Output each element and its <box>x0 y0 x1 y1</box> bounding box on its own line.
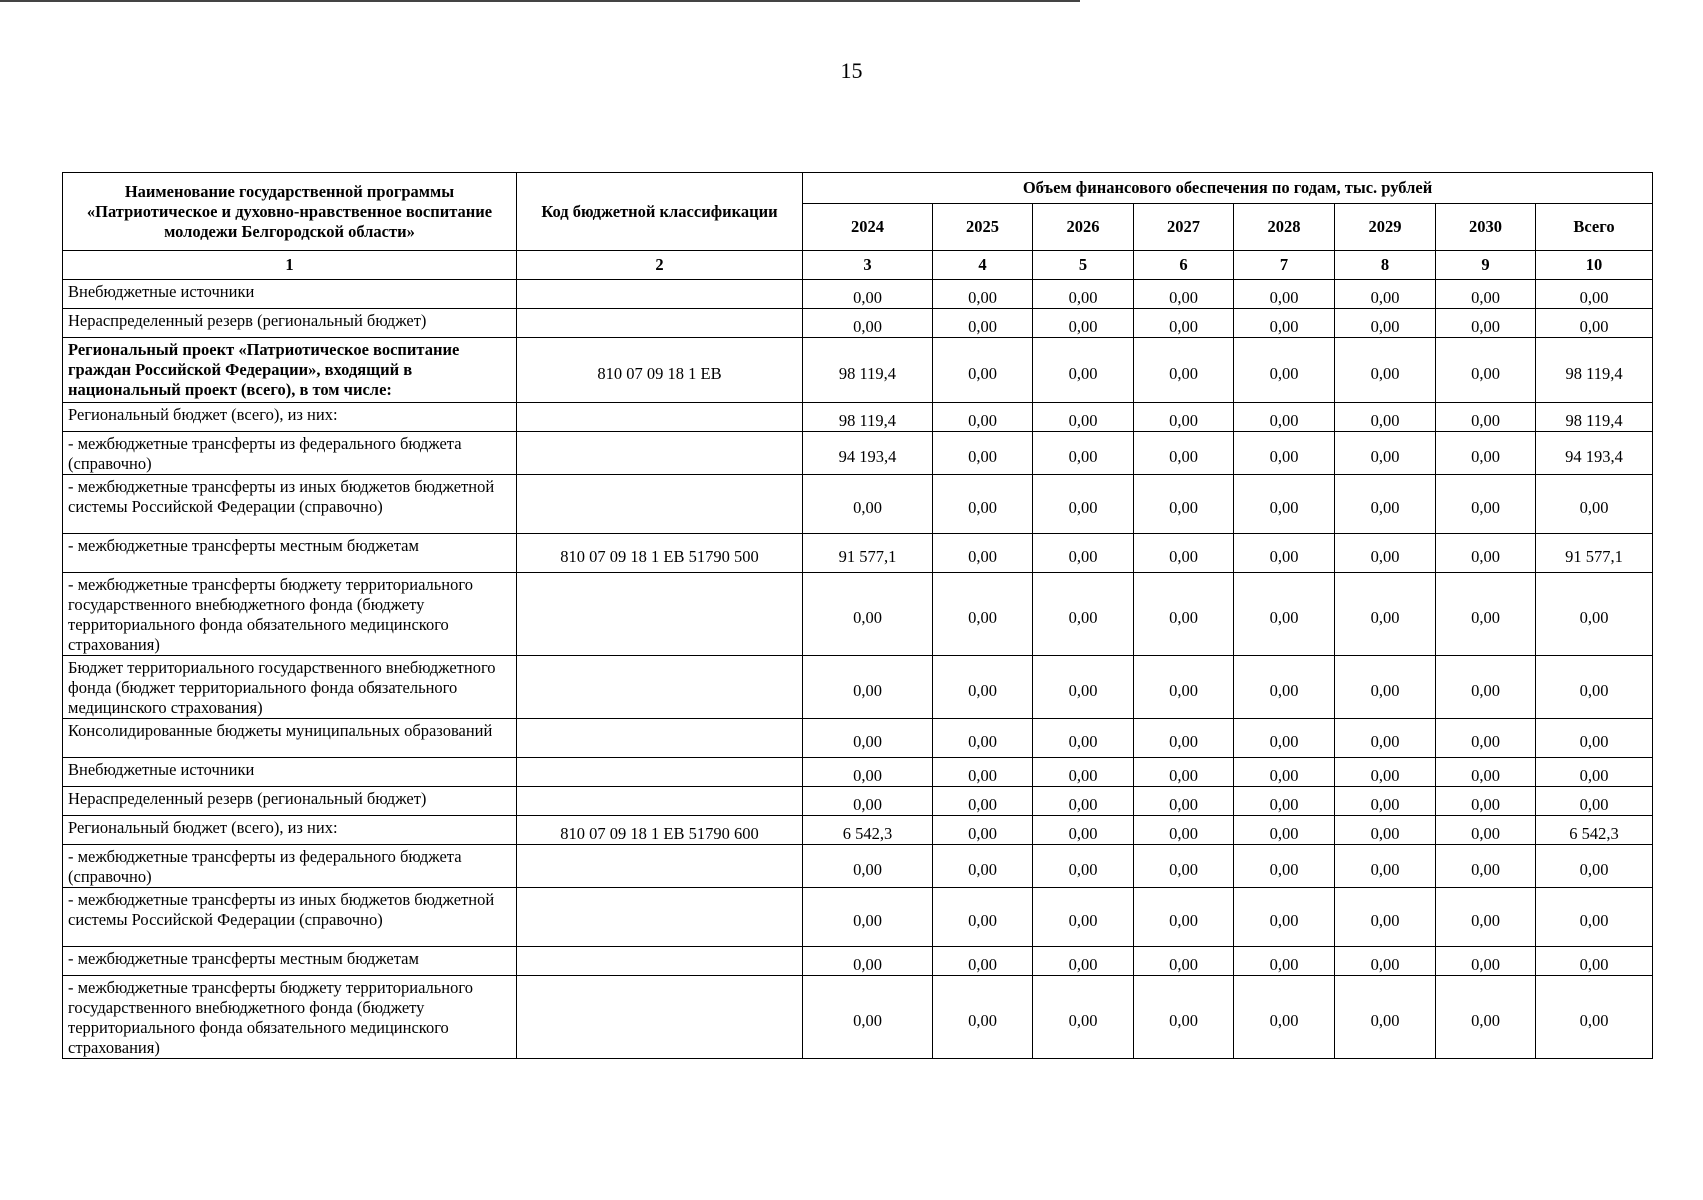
row-year-value: 0,00 <box>1335 280 1436 309</box>
table-row <box>63 432 1653 475</box>
row-year-value: 0,00 <box>1436 816 1536 845</box>
row-code <box>517 888 803 947</box>
row-year-value: 0,00 <box>1234 976 1335 1059</box>
row-code <box>517 758 803 787</box>
row-year-value: 0,00 <box>933 432 1033 475</box>
page-number: 15 <box>840 58 863 83</box>
header-year: 2027 <box>1134 204 1234 251</box>
top-rule <box>0 0 1080 2</box>
row-year-value: 0,00 <box>1436 845 1536 888</box>
row-year-value: 0,00 <box>1335 403 1436 432</box>
row-code <box>517 280 803 309</box>
row-name: - межбюджетные трансферты из иных бюджетов бюджетной системы Российской Федерации (справочно) <box>63 888 517 947</box>
row-year-value: 0,00 <box>1033 787 1134 816</box>
row-year-value: 0,00 <box>1335 758 1436 787</box>
header-year: 2024 <box>803 204 933 251</box>
row-year-value: 0,00 <box>803 719 933 758</box>
row-year-value: 0,00 <box>933 947 1033 976</box>
row-year-value: 0,00 <box>1335 432 1436 475</box>
header-year: 2028 <box>1234 204 1335 251</box>
row-year-value: 0,00 <box>803 573 933 656</box>
header-year: 2030 <box>1436 204 1536 251</box>
row-name: - межбюджетные трансферты из федерального бюджета (справочно) <box>63 845 517 888</box>
header-total: Всего <box>1536 204 1653 251</box>
row-year-value: 0,00 <box>1234 403 1335 432</box>
row-year-value: 0,00 <box>803 976 933 1059</box>
row-year-value: 0,00 <box>1335 888 1436 947</box>
row-total-value: 0,00 <box>1536 656 1653 719</box>
row-year-value: 0,00 <box>803 787 933 816</box>
row-year-value: 0,00 <box>1134 947 1234 976</box>
column-number: 5 <box>1033 251 1134 280</box>
header-code-column: Код бюджетной классификации <box>517 173 803 251</box>
row-total-value: 0,00 <box>1536 280 1653 309</box>
row-year-value: 98 119,4 <box>803 338 933 403</box>
column-number-row <box>63 251 1653 280</box>
column-number: 1 <box>63 251 517 280</box>
row-code <box>517 845 803 888</box>
row-year-value: 0,00 <box>1134 573 1234 656</box>
row-year-value: 0,00 <box>933 888 1033 947</box>
row-total-value: 0,00 <box>1536 976 1653 1059</box>
column-number: 10 <box>1536 251 1653 280</box>
header-row-group <box>63 173 1653 204</box>
row-year-value: 6 542,3 <box>803 816 933 845</box>
row-total-value: 0,00 <box>1536 758 1653 787</box>
row-code <box>517 656 803 719</box>
row-year-value: 0,00 <box>1335 719 1436 758</box>
row-year-value: 0,00 <box>1436 280 1536 309</box>
row-name: - межбюджетные трансферты местным бюджетам <box>63 534 517 573</box>
row-year-value: 0,00 <box>1134 816 1234 845</box>
row-code: 810 07 09 18 1 ЕВ 51790 500 <box>517 534 803 573</box>
row-year-value: 0,00 <box>1234 845 1335 888</box>
row-total-value: 98 119,4 <box>1536 338 1653 403</box>
row-total-value: 98 119,4 <box>1536 403 1653 432</box>
row-year-value: 0,00 <box>1335 816 1436 845</box>
row-name: - межбюджетные трансферты бюджету территориального государственного внебюджетного фонда (бюджету территориального фонда обязательного медицинского страхования) <box>63 573 517 656</box>
row-code <box>517 432 803 475</box>
row-year-value: 0,00 <box>803 845 933 888</box>
row-year-value: 0,00 <box>1134 845 1234 888</box>
row-year-value: 0,00 <box>1335 976 1436 1059</box>
row-year-value: 0,00 <box>1033 432 1134 475</box>
row-total-value: 0,00 <box>1536 787 1653 816</box>
table-row <box>63 280 1653 309</box>
row-year-value: 0,00 <box>1436 787 1536 816</box>
row-year-value: 0,00 <box>1134 475 1234 534</box>
row-year-value: 94 193,4 <box>803 432 933 475</box>
table-row <box>63 573 1653 656</box>
row-total-value: 0,00 <box>1536 845 1653 888</box>
row-year-value: 0,00 <box>1335 309 1436 338</box>
row-total-value: 0,00 <box>1536 888 1653 947</box>
row-year-value: 0,00 <box>933 475 1033 534</box>
table-row <box>63 787 1653 816</box>
row-name: - межбюджетные трансферты бюджету территориального государственного внебюджетного фонда (бюджету территориального фонда обязательного медицинского страхования) <box>63 976 517 1059</box>
table-row <box>63 816 1653 845</box>
row-year-value: 0,00 <box>1134 403 1234 432</box>
row-year-value: 0,00 <box>1033 888 1134 947</box>
row-total-value: 0,00 <box>1536 947 1653 976</box>
row-year-value: 0,00 <box>933 573 1033 656</box>
table-row <box>63 976 1653 1059</box>
row-year-value: 0,00 <box>1033 816 1134 845</box>
table-row <box>63 758 1653 787</box>
row-code <box>517 573 803 656</box>
row-year-value: 0,00 <box>1436 947 1536 976</box>
row-year-value: 0,00 <box>803 947 933 976</box>
row-name: Внебюджетные источники <box>63 280 517 309</box>
row-year-value: 0,00 <box>1234 656 1335 719</box>
row-year-value: 0,00 <box>1436 758 1536 787</box>
row-year-value: 0,00 <box>1134 656 1234 719</box>
table-row <box>63 534 1653 573</box>
budget-table <box>62 172 1653 1059</box>
row-year-value: 0,00 <box>933 534 1033 573</box>
row-year-value: 0,00 <box>933 403 1033 432</box>
row-code <box>517 309 803 338</box>
row-year-value: 0,00 <box>1234 534 1335 573</box>
header-funding-group: Объем финансового обеспечения по годам, тыс. рублей <box>803 173 1653 204</box>
row-name: Нераспределенный резерв (региональный бюджет) <box>63 309 517 338</box>
row-year-value: 0,00 <box>1436 403 1536 432</box>
row-year-value: 0,00 <box>1436 475 1536 534</box>
table-body <box>63 251 1653 1059</box>
row-year-value: 0,00 <box>933 280 1033 309</box>
table-row <box>63 888 1653 947</box>
row-year-value: 0,00 <box>1234 947 1335 976</box>
row-year-value: 0,00 <box>1134 787 1234 816</box>
row-total-value: 0,00 <box>1536 309 1653 338</box>
row-name: - межбюджетные трансферты местным бюджетам <box>63 947 517 976</box>
row-year-value: 98 119,4 <box>803 403 933 432</box>
row-year-value: 0,00 <box>1134 309 1234 338</box>
row-year-value: 91 577,1 <box>803 534 933 573</box>
row-year-value: 0,00 <box>1033 719 1134 758</box>
row-code <box>517 787 803 816</box>
row-total-value: 6 542,3 <box>1536 816 1653 845</box>
row-year-value: 0,00 <box>1134 719 1234 758</box>
row-year-value: 0,00 <box>803 280 933 309</box>
row-total-value: 91 577,1 <box>1536 534 1653 573</box>
row-year-value: 0,00 <box>933 787 1033 816</box>
row-total-value: 0,00 <box>1536 475 1653 534</box>
column-number: 2 <box>517 251 803 280</box>
row-name: Бюджет территориального государственного внебюджетного фонда (бюджет территориального фонда обязательного медицинского страхования) <box>63 656 517 719</box>
table-row <box>63 475 1653 534</box>
row-year-value: 0,00 <box>1234 719 1335 758</box>
row-year-value: 0,00 <box>1234 816 1335 845</box>
row-name: Нераспределенный резерв (региональный бюджет) <box>63 787 517 816</box>
row-code <box>517 475 803 534</box>
row-year-value: 0,00 <box>933 719 1033 758</box>
table-row <box>63 403 1653 432</box>
row-code <box>517 719 803 758</box>
row-year-value: 0,00 <box>1134 432 1234 475</box>
row-code <box>517 403 803 432</box>
row-year-value: 0,00 <box>1234 338 1335 403</box>
row-year-value: 0,00 <box>1436 573 1536 656</box>
row-year-value: 0,00 <box>1234 280 1335 309</box>
row-name: Региональный бюджет (всего), из них: <box>63 403 517 432</box>
row-year-value: 0,00 <box>1335 573 1436 656</box>
header-name-column: Наименование государственной программы «Патриотическое и духовно-нравственное воспитание молодежи Белгородской области» <box>63 173 517 251</box>
table-row <box>63 309 1653 338</box>
row-year-value: 0,00 <box>1234 573 1335 656</box>
column-number: 3 <box>803 251 933 280</box>
row-code <box>517 976 803 1059</box>
row-name: - межбюджетные трансферты из иных бюджетов бюджетной системы Российской Федерации (справочно) <box>63 475 517 534</box>
row-year-value: 0,00 <box>803 758 933 787</box>
row-year-value: 0,00 <box>803 475 933 534</box>
row-name: Внебюджетные источники <box>63 758 517 787</box>
row-year-value: 0,00 <box>1033 573 1134 656</box>
row-year-value: 0,00 <box>1033 309 1134 338</box>
row-year-value: 0,00 <box>803 656 933 719</box>
header-year: 2026 <box>1033 204 1134 251</box>
header-year: 2029 <box>1335 204 1436 251</box>
row-year-value: 0,00 <box>933 656 1033 719</box>
row-year-value: 0,00 <box>1234 475 1335 534</box>
row-year-value: 0,00 <box>1134 534 1234 573</box>
table-row <box>63 338 1653 403</box>
row-year-value: 0,00 <box>1436 432 1536 475</box>
row-year-value: 0,00 <box>1335 475 1436 534</box>
row-year-value: 0,00 <box>933 816 1033 845</box>
row-total-value: 0,00 <box>1536 719 1653 758</box>
row-total-value: 0,00 <box>1536 573 1653 656</box>
row-year-value: 0,00 <box>1033 534 1134 573</box>
row-year-value: 0,00 <box>933 845 1033 888</box>
row-year-value: 0,00 <box>1234 432 1335 475</box>
table-row <box>63 845 1653 888</box>
row-year-value: 0,00 <box>1436 309 1536 338</box>
row-year-value: 0,00 <box>933 758 1033 787</box>
column-number: 8 <box>1335 251 1436 280</box>
row-year-value: 0,00 <box>1335 947 1436 976</box>
row-year-value: 0,00 <box>1033 947 1134 976</box>
row-year-value: 0,00 <box>1033 280 1134 309</box>
row-year-value: 0,00 <box>1436 888 1536 947</box>
row-total-value: 94 193,4 <box>1536 432 1653 475</box>
column-number: 9 <box>1436 251 1536 280</box>
row-year-value: 0,00 <box>933 976 1033 1059</box>
row-year-value: 0,00 <box>1234 309 1335 338</box>
row-year-value: 0,00 <box>1335 787 1436 816</box>
row-year-value: 0,00 <box>1335 656 1436 719</box>
row-year-value: 0,00 <box>1436 976 1536 1059</box>
row-year-value: 0,00 <box>933 338 1033 403</box>
header-year: 2025 <box>933 204 1033 251</box>
row-year-value: 0,00 <box>1134 280 1234 309</box>
table-row <box>63 719 1653 758</box>
row-year-value: 0,00 <box>1033 656 1134 719</box>
column-number: 6 <box>1134 251 1234 280</box>
row-year-value: 0,00 <box>1436 719 1536 758</box>
row-name: Региональный бюджет (всего), из них: <box>63 816 517 845</box>
row-year-value: 0,00 <box>803 309 933 338</box>
table-row <box>63 656 1653 719</box>
row-year-value: 0,00 <box>1134 888 1234 947</box>
row-year-value: 0,00 <box>1234 787 1335 816</box>
row-year-value: 0,00 <box>1335 534 1436 573</box>
row-year-value: 0,00 <box>1134 338 1234 403</box>
row-year-value: 0,00 <box>1033 976 1134 1059</box>
row-name: - межбюджетные трансферты из федерального бюджета (справочно) <box>63 432 517 475</box>
row-year-value: 0,00 <box>1335 845 1436 888</box>
row-year-value: 0,00 <box>1436 338 1536 403</box>
row-code: 810 07 09 18 1 ЕВ <box>517 338 803 403</box>
row-year-value: 0,00 <box>1134 976 1234 1059</box>
row-year-value: 0,00 <box>1436 656 1536 719</box>
row-year-value: 0,00 <box>803 888 933 947</box>
row-year-value: 0,00 <box>1033 338 1134 403</box>
row-year-value: 0,00 <box>1234 758 1335 787</box>
row-year-value: 0,00 <box>1033 475 1134 534</box>
row-name: Консолидированные бюджеты муниципальных образований <box>63 719 517 758</box>
row-code <box>517 947 803 976</box>
row-code: 810 07 09 18 1 ЕВ 51790 600 <box>517 816 803 845</box>
row-year-value: 0,00 <box>1234 888 1335 947</box>
row-year-value: 0,00 <box>933 309 1033 338</box>
column-number: 7 <box>1234 251 1335 280</box>
table-row <box>63 947 1653 976</box>
row-year-value: 0,00 <box>1436 534 1536 573</box>
row-name: Региональный проект «Патриотическое воспитание граждан Российской Федерации», входящий в национальный проект (всего), в том числе: <box>63 338 517 403</box>
row-year-value: 0,00 <box>1033 403 1134 432</box>
row-year-value: 0,00 <box>1134 758 1234 787</box>
row-year-value: 0,00 <box>1033 845 1134 888</box>
row-year-value: 0,00 <box>1335 338 1436 403</box>
row-year-value: 0,00 <box>1033 758 1134 787</box>
column-number: 4 <box>933 251 1033 280</box>
